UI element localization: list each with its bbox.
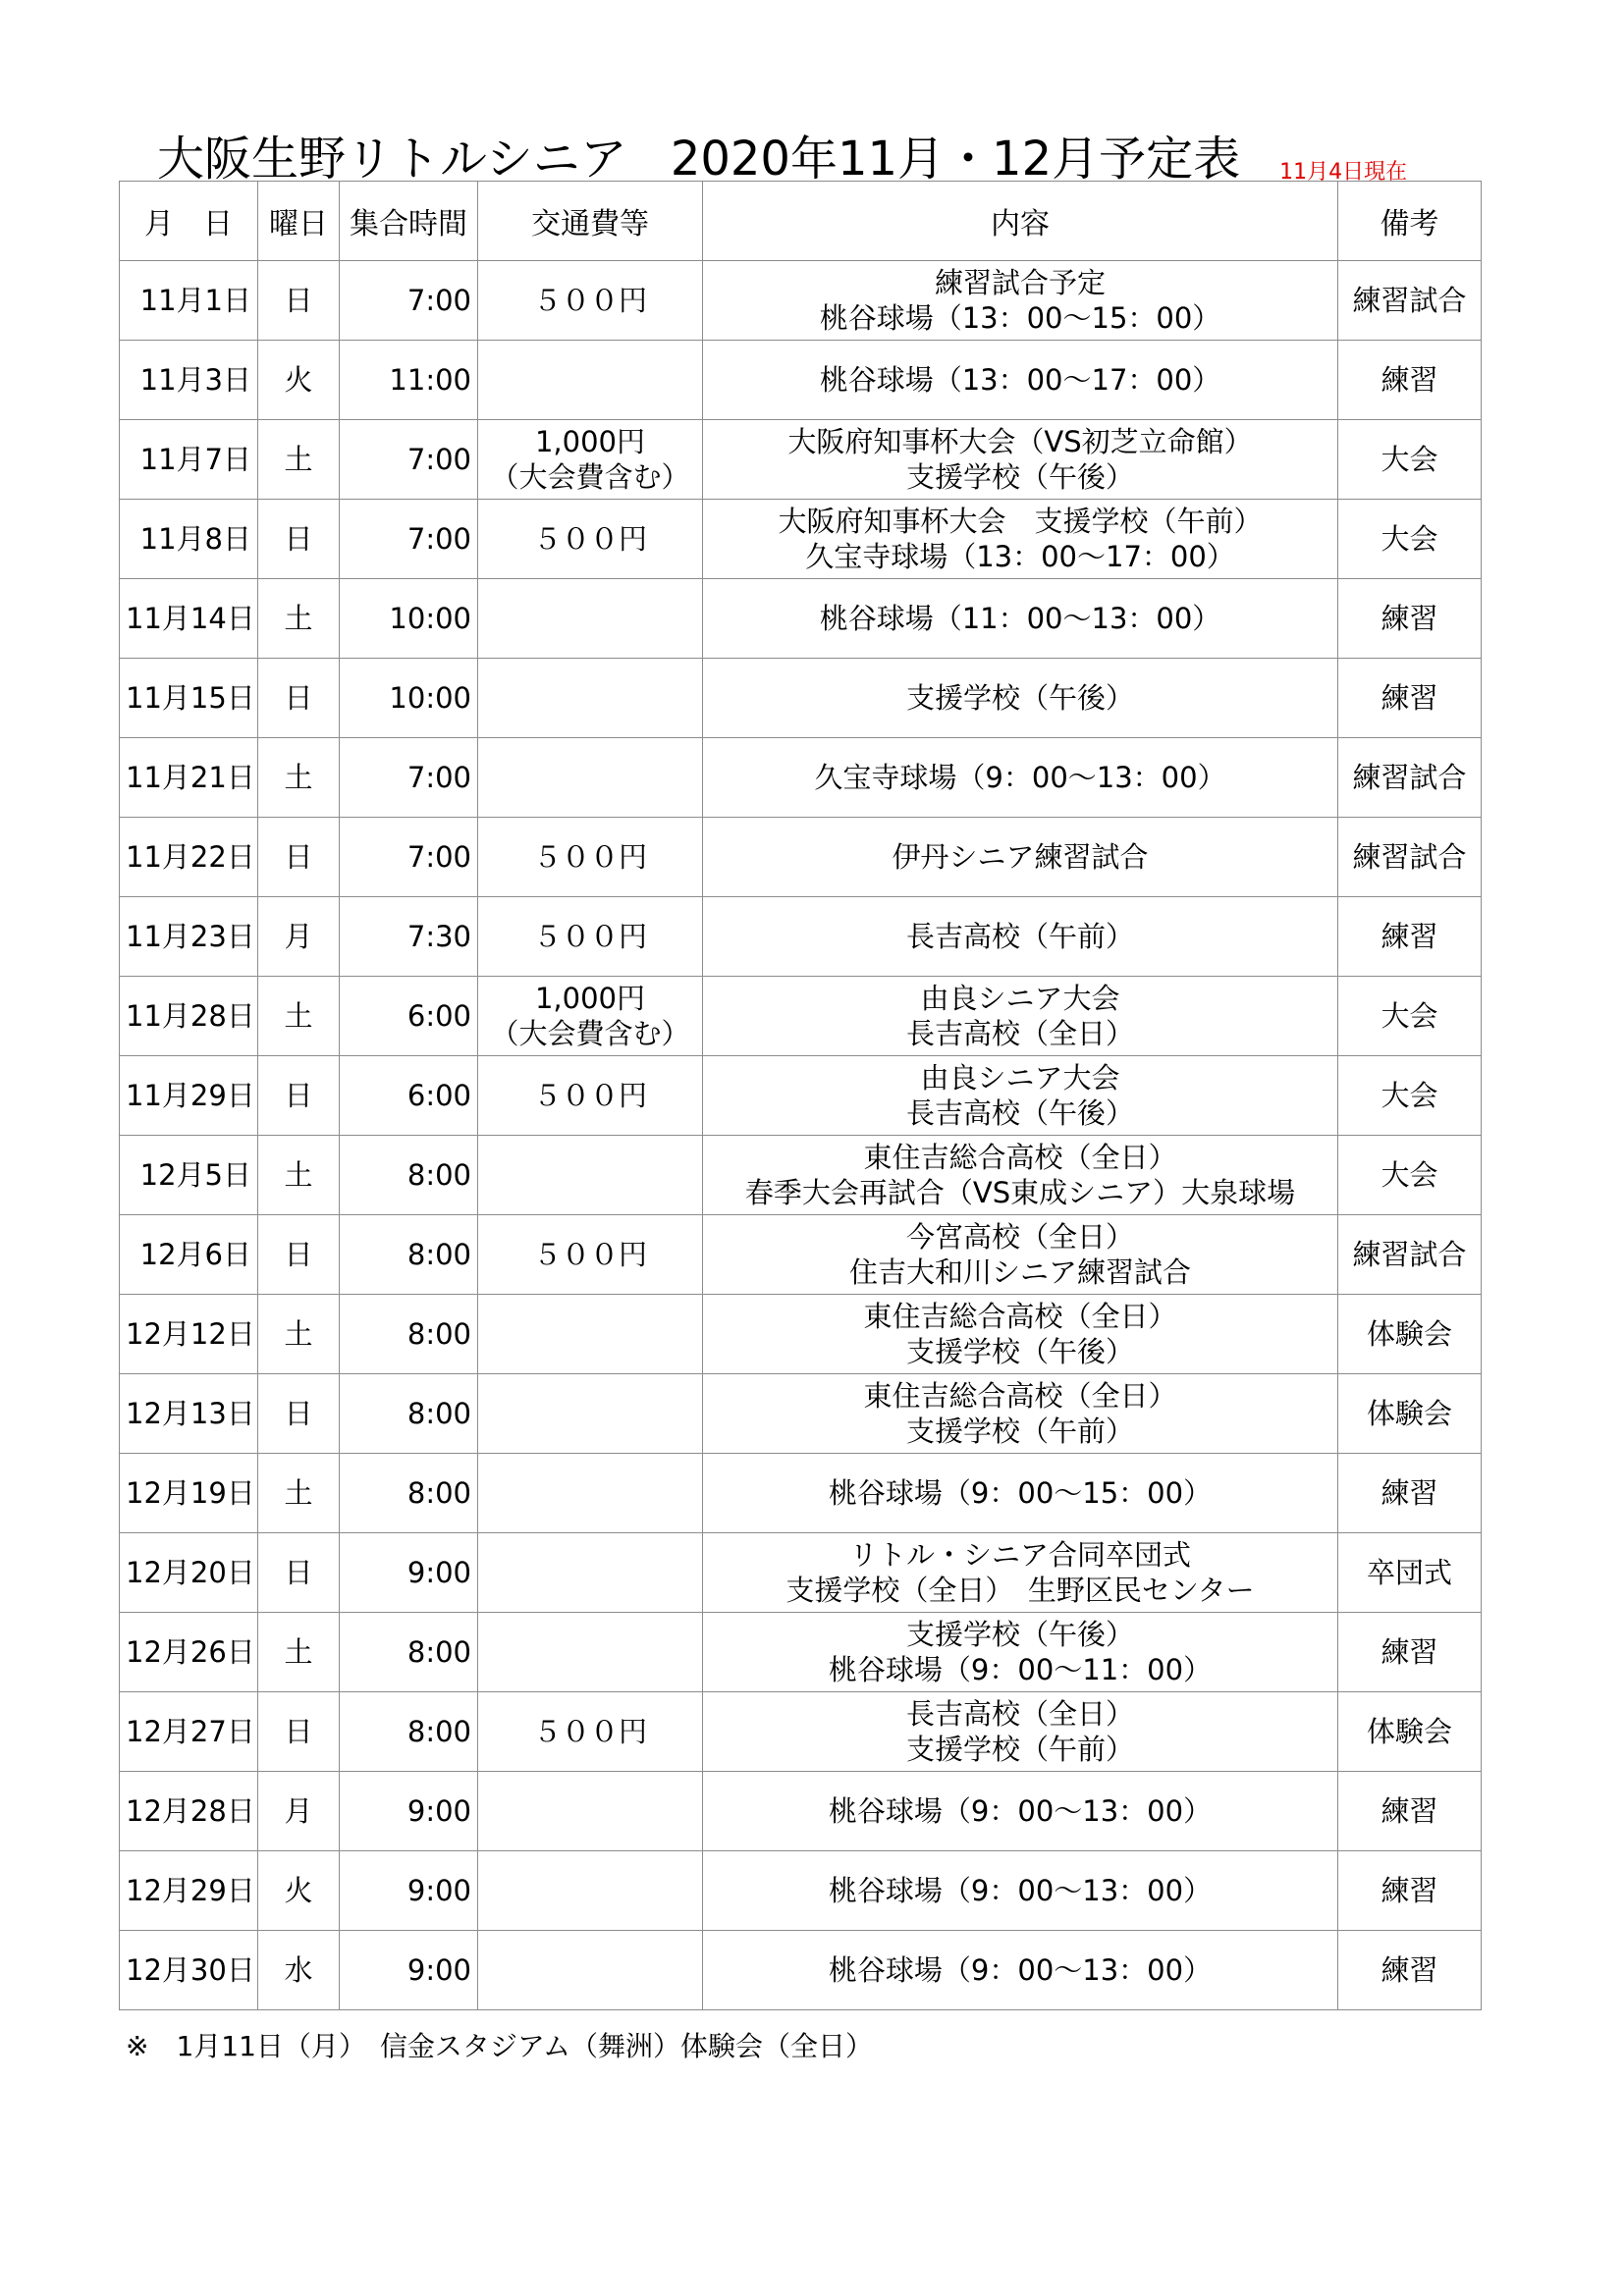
cell-remarks: 練習 bbox=[1338, 659, 1482, 738]
cell-transport-fee bbox=[478, 1454, 703, 1533]
table-row bbox=[120, 1295, 1482, 1374]
cell-remarks: 練習 bbox=[1338, 897, 1482, 977]
cell-remarks: 練習 bbox=[1338, 1613, 1482, 1692]
table-row bbox=[120, 659, 1482, 738]
content-line: 練習試合予定 bbox=[934, 266, 1106, 299]
cell-remarks: 体験会 bbox=[1338, 1692, 1482, 1772]
cell-meeting-time: 10:00 bbox=[340, 659, 478, 738]
content-line: 由良シニア大会 bbox=[920, 1061, 1120, 1095]
cell-date: 11月7日 bbox=[120, 420, 258, 500]
cell-content bbox=[703, 261, 1338, 341]
content-line: 東住吉総合高校（全日） bbox=[863, 1141, 1177, 1174]
content-line: 大阪府知事杯大会 支援学校（午前） bbox=[778, 505, 1263, 538]
cell-day-of-week: 日 bbox=[258, 1215, 340, 1295]
cell-meeting-time: 11:00 bbox=[340, 341, 478, 420]
cell-remarks: 練習 bbox=[1338, 1931, 1482, 2010]
header-row bbox=[120, 182, 1482, 261]
cell-content bbox=[703, 1613, 1338, 1692]
table-row bbox=[120, 1533, 1482, 1613]
fee-line: （大会費含む） bbox=[490, 1017, 690, 1050]
content-line: 東住吉総合高校（全日） bbox=[863, 1379, 1177, 1413]
cell-remarks: 練習 bbox=[1338, 1454, 1482, 1533]
content-line: 桃谷球場（13：00～17：00） bbox=[819, 363, 1221, 397]
content-line: 桃谷球場（9：00～15：00） bbox=[828, 1476, 1213, 1510]
cell-date: 11月14日 bbox=[120, 579, 258, 659]
cell-content bbox=[703, 1295, 1338, 1374]
cell-remarks: 大会 bbox=[1338, 420, 1482, 500]
table-row bbox=[120, 341, 1482, 420]
fee-line: ５００円 bbox=[532, 920, 647, 953]
cell-content bbox=[703, 1533, 1338, 1613]
fee-line: ５００円 bbox=[532, 522, 647, 556]
table-row bbox=[120, 500, 1482, 579]
cell-meeting-time: 9:00 bbox=[340, 1772, 478, 1851]
cell-transport-fee bbox=[478, 579, 703, 659]
cell-date: 11月21日 bbox=[120, 738, 258, 818]
header-content: 内容 bbox=[703, 182, 1338, 261]
table-row bbox=[120, 738, 1482, 818]
cell-date: 12月13日 bbox=[120, 1374, 258, 1454]
cell-transport-fee bbox=[478, 1772, 703, 1851]
cell-transport-fee bbox=[478, 1851, 703, 1931]
cell-day-of-week: 火 bbox=[258, 341, 340, 420]
content-line: 長吉高校（午前） bbox=[905, 920, 1134, 953]
table-row bbox=[120, 1613, 1482, 1692]
content-line: 長吉高校（全日） bbox=[905, 1697, 1134, 1731]
cell-date: 12月6日 bbox=[120, 1215, 258, 1295]
table-row bbox=[120, 420, 1482, 500]
table-row bbox=[120, 977, 1482, 1056]
cell-transport-fee bbox=[478, 261, 703, 341]
header-transport-fee: 交通費等 bbox=[478, 182, 703, 261]
cell-meeting-time: 7:00 bbox=[340, 818, 478, 897]
cell-transport-fee bbox=[478, 1692, 703, 1772]
cell-remarks: 大会 bbox=[1338, 500, 1482, 579]
cell-date: 11月28日 bbox=[120, 977, 258, 1056]
content-line: 長吉高校（全日） bbox=[905, 1017, 1134, 1050]
cell-meeting-time: 9:00 bbox=[340, 1533, 478, 1613]
cell-day-of-week: 月 bbox=[258, 1772, 340, 1851]
cell-meeting-time: 9:00 bbox=[340, 1931, 478, 2010]
cell-day-of-week: 日 bbox=[258, 1692, 340, 1772]
content-line: 桃谷球場（9：00～13：00） bbox=[828, 1874, 1213, 1907]
content-line: 由良シニア大会 bbox=[920, 982, 1120, 1015]
cell-day-of-week: 日 bbox=[258, 659, 340, 738]
cell-date: 11月23日 bbox=[120, 897, 258, 977]
cell-date: 11月3日 bbox=[120, 341, 258, 420]
cell-date: 11月15日 bbox=[120, 659, 258, 738]
content-line: 支援学校（全日） 生野区民センター bbox=[785, 1574, 1255, 1607]
cell-remarks: 体験会 bbox=[1338, 1374, 1482, 1454]
cell-remarks: 練習試合 bbox=[1338, 738, 1482, 818]
cell-remarks: 練習試合 bbox=[1338, 261, 1482, 341]
content-line: 支援学校（午前） bbox=[905, 1415, 1134, 1448]
cell-meeting-time: 8:00 bbox=[340, 1374, 478, 1454]
cell-content bbox=[703, 1931, 1338, 2010]
fee-line: ５００円 bbox=[532, 840, 647, 874]
cell-content bbox=[703, 1215, 1338, 1295]
cell-remarks: 練習試合 bbox=[1338, 818, 1482, 897]
cell-transport-fee bbox=[478, 738, 703, 818]
header-meeting-time: 集合時間 bbox=[340, 182, 478, 261]
content-line: 春季大会再試合（VS東成シニア）大泉球場 bbox=[744, 1176, 1296, 1209]
cell-content bbox=[703, 1692, 1338, 1772]
table-row bbox=[120, 1215, 1482, 1295]
cell-meeting-time: 9:00 bbox=[340, 1851, 478, 1931]
cell-transport-fee bbox=[478, 818, 703, 897]
header-remarks: 備考 bbox=[1338, 182, 1482, 261]
cell-transport-fee bbox=[478, 341, 703, 420]
title-row bbox=[157, 116, 1407, 188]
cell-remarks: 体験会 bbox=[1338, 1295, 1482, 1374]
cell-date: 11月22日 bbox=[120, 818, 258, 897]
cell-meeting-time: 8:00 bbox=[340, 1454, 478, 1533]
cell-meeting-time: 6:00 bbox=[340, 1056, 478, 1136]
cell-meeting-time: 7:00 bbox=[340, 261, 478, 341]
content-line: 支援学校（午後） bbox=[905, 1618, 1134, 1651]
cell-day-of-week: 土 bbox=[258, 977, 340, 1056]
table-row bbox=[120, 1454, 1482, 1533]
cell-content bbox=[703, 1056, 1338, 1136]
cell-transport-fee bbox=[478, 420, 703, 500]
content-line: 支援学校（午前） bbox=[905, 1733, 1134, 1766]
content-line: 久宝寺球場（9：00～13：00） bbox=[814, 761, 1226, 794]
fee-line: ５００円 bbox=[532, 1079, 647, 1112]
cell-meeting-time: 7:00 bbox=[340, 500, 478, 579]
cell-meeting-time: 8:00 bbox=[340, 1295, 478, 1374]
as-of-date: 11月4日現在 bbox=[1279, 160, 1408, 185]
cell-content bbox=[703, 1374, 1338, 1454]
cell-meeting-time: 8:00 bbox=[340, 1136, 478, 1215]
cell-remarks: 卒団式 bbox=[1338, 1533, 1482, 1613]
cell-day-of-week: 土 bbox=[258, 579, 340, 659]
content-line: 東住吉総合高校（全日） bbox=[863, 1300, 1177, 1333]
table-row bbox=[120, 1931, 1482, 2010]
cell-day-of-week: 土 bbox=[258, 1136, 340, 1215]
cell-transport-fee bbox=[478, 1533, 703, 1613]
cell-content bbox=[703, 579, 1338, 659]
cell-remarks: 大会 bbox=[1338, 1136, 1482, 1215]
cell-transport-fee bbox=[478, 1931, 703, 2010]
cell-transport-fee bbox=[478, 977, 703, 1056]
page-subtitle: 2020年11月・12月予定表 bbox=[670, 132, 1241, 187]
cell-day-of-week: 土 bbox=[258, 420, 340, 500]
cell-date: 12月29日 bbox=[120, 1851, 258, 1931]
content-line: 長吉高校（午後） bbox=[905, 1096, 1134, 1130]
fee-line: 1,000円 bbox=[534, 982, 646, 1015]
cell-transport-fee bbox=[478, 897, 703, 977]
cell-date: 12月5日 bbox=[120, 1136, 258, 1215]
cell-remarks: 練習試合 bbox=[1338, 1215, 1482, 1295]
fee-line: ５００円 bbox=[532, 284, 647, 317]
cell-date: 12月19日 bbox=[120, 1454, 258, 1533]
cell-transport-fee bbox=[478, 1613, 703, 1692]
cell-date: 12月28日 bbox=[120, 1772, 258, 1851]
content-line: 桃谷球場（9：00～13：00） bbox=[828, 1794, 1213, 1828]
cell-day-of-week: 日 bbox=[258, 1056, 340, 1136]
table-row bbox=[120, 1692, 1482, 1772]
table-row bbox=[120, 1851, 1482, 1931]
cell-day-of-week: 水 bbox=[258, 1931, 340, 2010]
cell-day-of-week: 土 bbox=[258, 1613, 340, 1692]
cell-content bbox=[703, 659, 1338, 738]
table-row bbox=[120, 1772, 1482, 1851]
cell-day-of-week: 月 bbox=[258, 897, 340, 977]
cell-content bbox=[703, 897, 1338, 977]
cell-meeting-time: 7:30 bbox=[340, 897, 478, 977]
cell-day-of-week: 火 bbox=[258, 1851, 340, 1931]
cell-meeting-time: 8:00 bbox=[340, 1613, 478, 1692]
cell-remarks: 大会 bbox=[1338, 977, 1482, 1056]
cell-date: 11月29日 bbox=[120, 1056, 258, 1136]
table-row bbox=[120, 818, 1482, 897]
cell-content bbox=[703, 420, 1338, 500]
content-line: 支援学校（午後） bbox=[905, 1335, 1134, 1368]
cell-transport-fee bbox=[478, 1295, 703, 1374]
cell-date: 12月27日 bbox=[120, 1692, 258, 1772]
content-line: 支援学校（午後） bbox=[905, 460, 1134, 494]
cell-meeting-time: 8:00 bbox=[340, 1692, 478, 1772]
table-row bbox=[120, 261, 1482, 341]
cell-date: 12月30日 bbox=[120, 1931, 258, 2010]
cell-date: 11月8日 bbox=[120, 500, 258, 579]
cell-day-of-week: 土 bbox=[258, 1454, 340, 1533]
cell-day-of-week: 日 bbox=[258, 261, 340, 341]
table-row bbox=[120, 1374, 1482, 1454]
content-line: 今宮高校（全日） bbox=[905, 1220, 1134, 1254]
cell-content bbox=[703, 341, 1338, 420]
cell-remarks: 大会 bbox=[1338, 1056, 1482, 1136]
cell-day-of-week: 土 bbox=[258, 1295, 340, 1374]
content-line: 支援学校（午後） bbox=[905, 681, 1134, 715]
table-row bbox=[120, 1056, 1482, 1136]
cell-content bbox=[703, 500, 1338, 579]
cell-remarks: 練習 bbox=[1338, 1772, 1482, 1851]
content-line: 久宝寺球場（13：00～17：00） bbox=[805, 540, 1235, 573]
cell-remarks: 練習 bbox=[1338, 1851, 1482, 1931]
cell-transport-fee bbox=[478, 1056, 703, 1136]
cell-meeting-time: 10:00 bbox=[340, 579, 478, 659]
fee-line: 1,000円 bbox=[534, 425, 646, 458]
table-row bbox=[120, 897, 1482, 977]
cell-day-of-week: 日 bbox=[258, 1374, 340, 1454]
content-line: 桃谷球場（9：00～11：00） bbox=[828, 1653, 1213, 1686]
cell-day-of-week: 日 bbox=[258, 500, 340, 579]
table-row bbox=[120, 1136, 1482, 1215]
content-line: 桃谷球場（11：00～13：00） bbox=[819, 602, 1221, 635]
cell-content bbox=[703, 1772, 1338, 1851]
cell-meeting-time: 8:00 bbox=[340, 1215, 478, 1295]
cell-date: 12月12日 bbox=[120, 1295, 258, 1374]
cell-meeting-time: 7:00 bbox=[340, 420, 478, 500]
cell-content bbox=[703, 738, 1338, 818]
header-date: 月 日 bbox=[120, 182, 258, 261]
cell-meeting-time: 6:00 bbox=[340, 977, 478, 1056]
cell-date: 12月20日 bbox=[120, 1533, 258, 1613]
content-line: 住吉大和川シニア練習試合 bbox=[848, 1255, 1191, 1289]
cell-content bbox=[703, 977, 1338, 1056]
cell-transport-fee bbox=[478, 659, 703, 738]
cell-meeting-time: 7:00 bbox=[340, 738, 478, 818]
schedule-table bbox=[119, 181, 1482, 2010]
cell-content bbox=[703, 1851, 1338, 1931]
cell-content bbox=[703, 818, 1338, 897]
content-line: 伊丹シニア練習試合 bbox=[892, 840, 1149, 874]
cell-content bbox=[703, 1454, 1338, 1533]
page-title: 大阪生野リトルシニア bbox=[157, 132, 627, 187]
cell-date: 12月26日 bbox=[120, 1613, 258, 1692]
cell-content bbox=[703, 1136, 1338, 1215]
cell-transport-fee bbox=[478, 1374, 703, 1454]
schedule-body bbox=[120, 261, 1482, 2010]
cell-date: 11月1日 bbox=[120, 261, 258, 341]
cell-day-of-week: 土 bbox=[258, 738, 340, 818]
cell-day-of-week: 日 bbox=[258, 818, 340, 897]
fee-line: （大会費含む） bbox=[490, 460, 690, 494]
header-day-of-week: 曜日 bbox=[258, 182, 340, 261]
cell-remarks: 練習 bbox=[1338, 579, 1482, 659]
content-line: リトル・シニア合同卒団式 bbox=[848, 1538, 1191, 1572]
fee-line: ５００円 bbox=[532, 1238, 647, 1271]
content-line: 桃谷球場（13：00～15：00） bbox=[819, 301, 1221, 335]
cell-remarks: 練習 bbox=[1338, 341, 1482, 420]
table-row bbox=[120, 579, 1482, 659]
content-line: 大阪府知事杯大会（VS初芝立命館） bbox=[787, 425, 1253, 458]
cell-transport-fee bbox=[478, 1136, 703, 1215]
cell-day-of-week: 日 bbox=[258, 1533, 340, 1613]
cell-transport-fee bbox=[478, 500, 703, 579]
cell-transport-fee bbox=[478, 1215, 703, 1295]
footnote: ※ 1月11日（月） 信金スタジアム（舞洲）体験会（全日） bbox=[126, 2030, 873, 2062]
content-line: 桃谷球場（9：00～13：00） bbox=[828, 1953, 1213, 1987]
fee-line: ５００円 bbox=[532, 1715, 647, 1748]
